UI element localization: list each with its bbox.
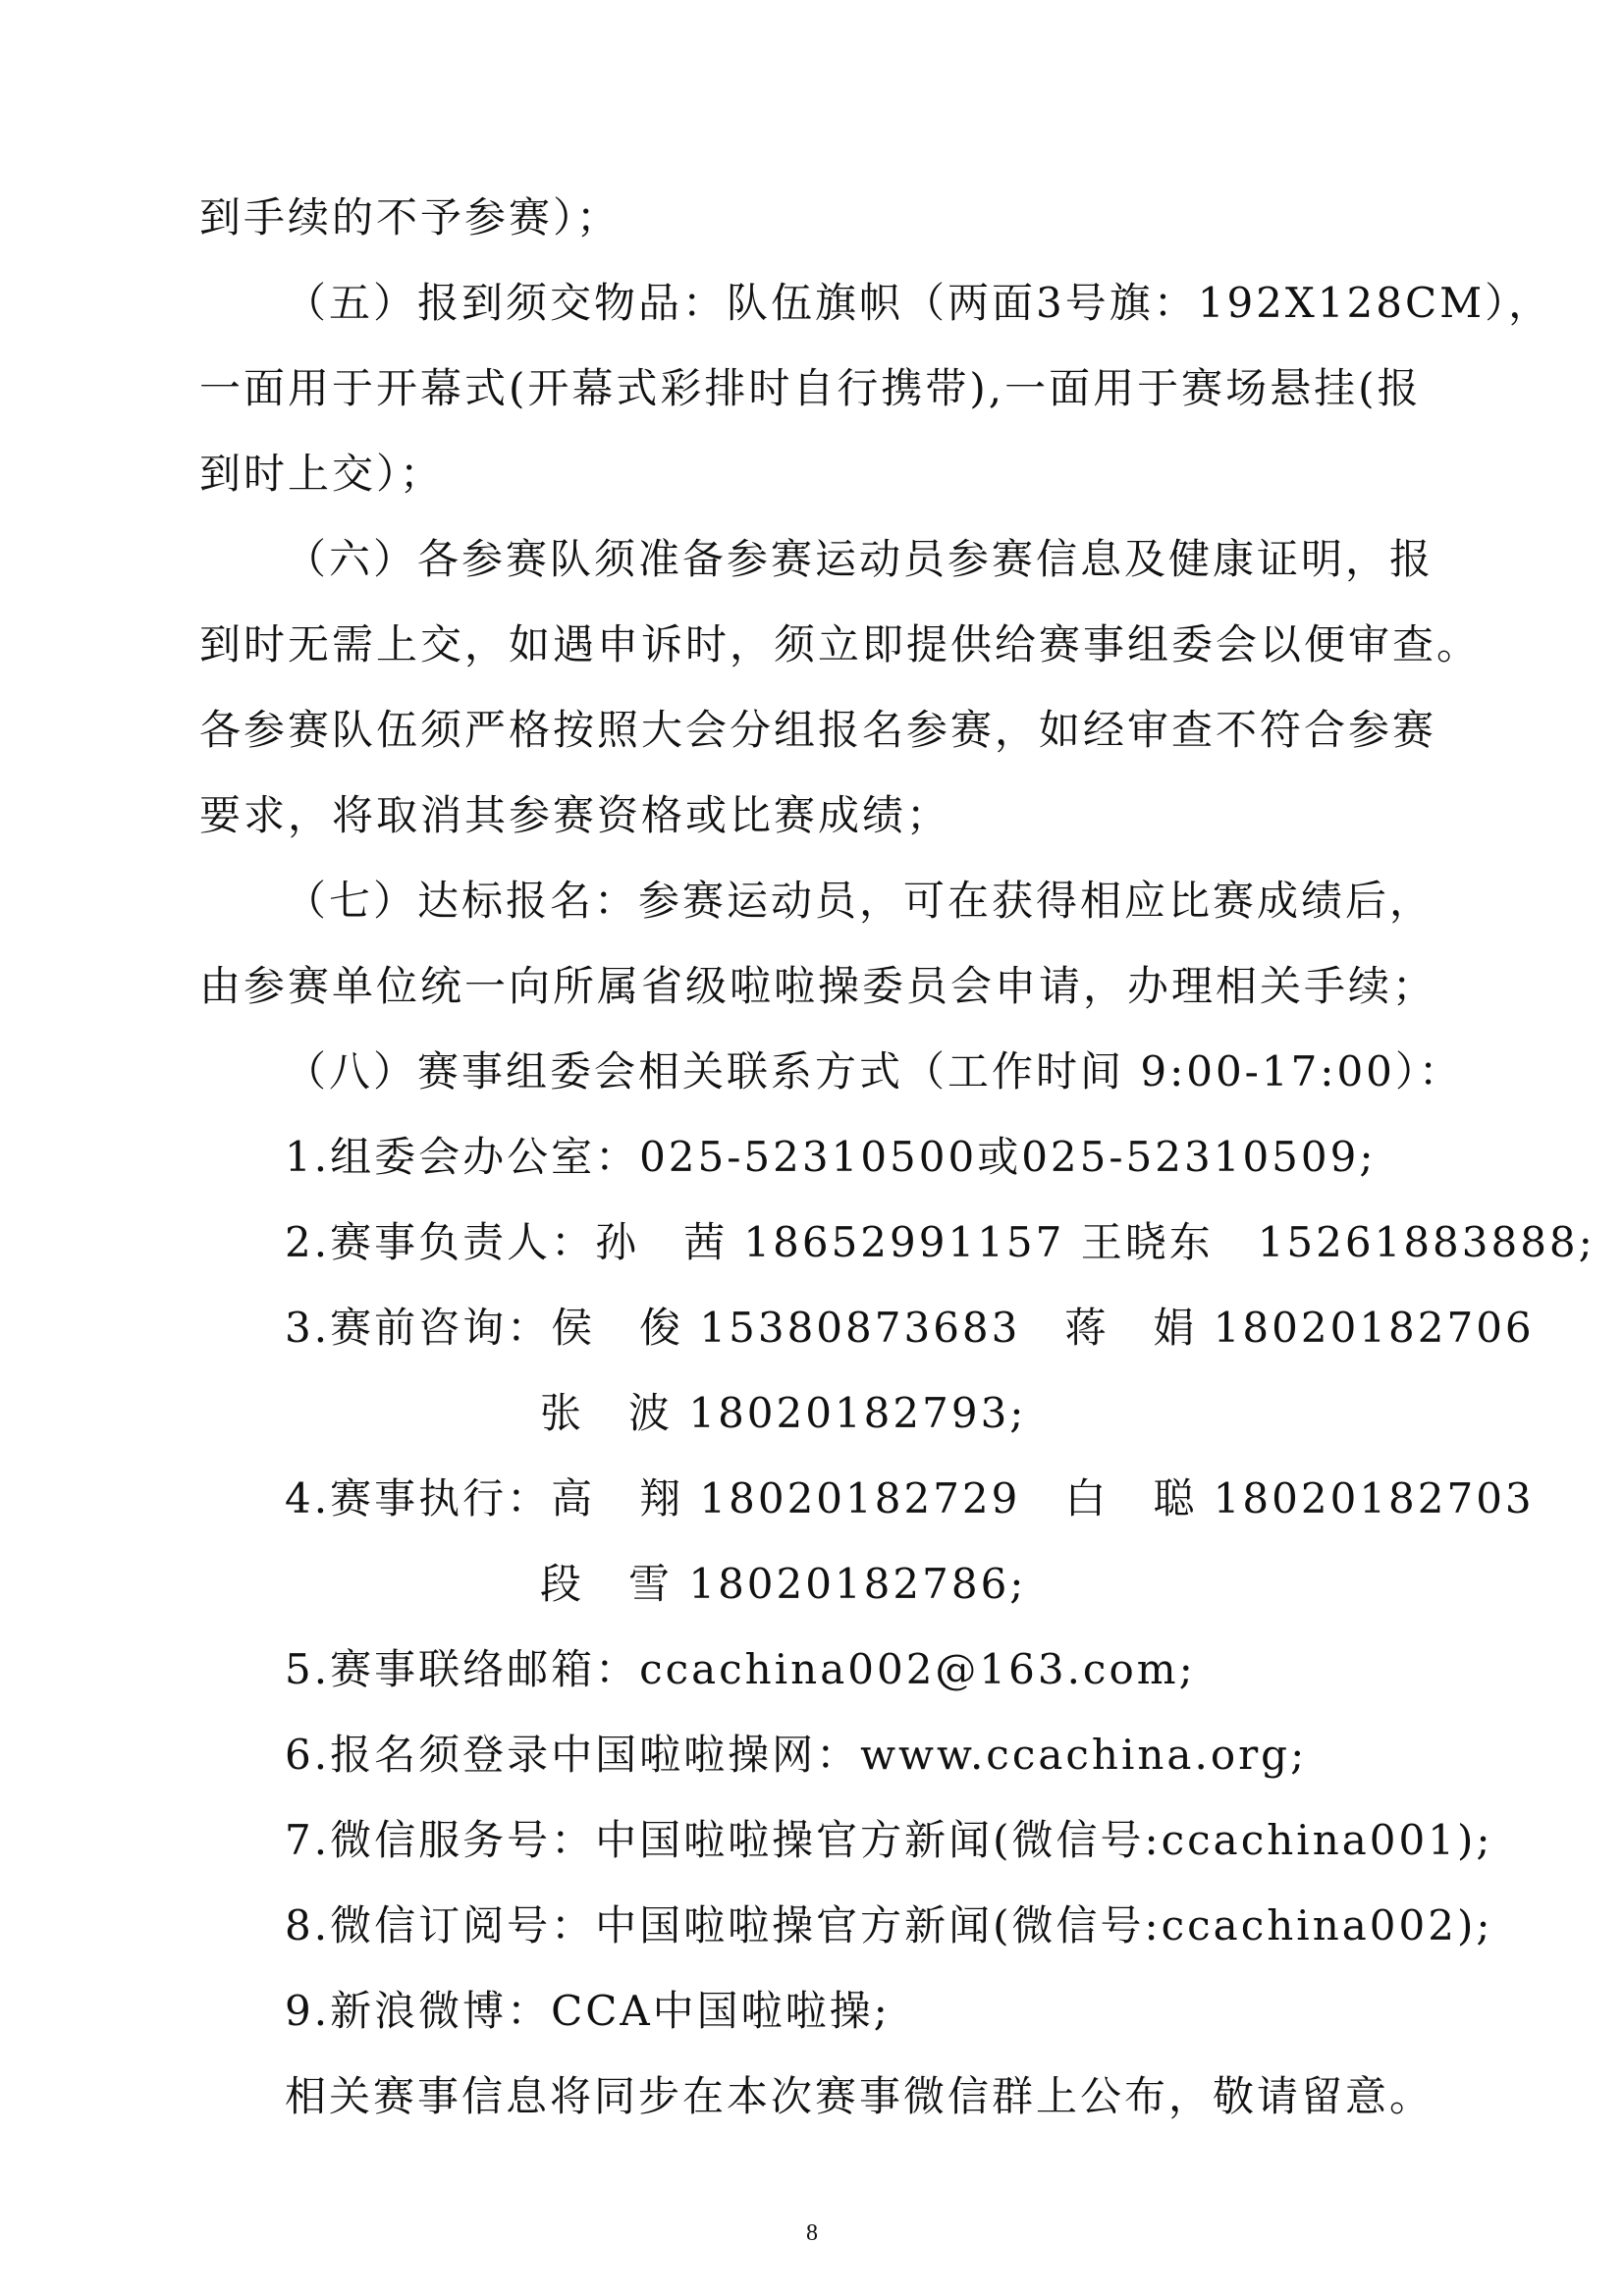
contact-consult-line-2: 张 波 18020182793;	[540, 1389, 1027, 1437]
contact-leaders: 2.赛事负责人：孙 茜 18652991157 王晓东 15261883888;	[285, 1218, 1596, 1266]
paragraph-5-line-2: 一面用于开幕式(开幕式彩排时自行携带),一面用于赛场悬挂(报	[199, 364, 1422, 412]
paragraph-6-line-2: 到时无需上交，如遇申诉时，须立即提供给赛事组委会以便审查。	[199, 620, 1482, 668]
paragraph-7-line-1: （七）达标报名：参赛运动员，可在获得相应比赛成绩后，	[285, 877, 1435, 925]
paragraph-4-tail: 到手续的不予参赛）；	[199, 193, 622, 241]
contact-office: 1.组委会办公室：025-52310500或025-52310509;	[285, 1133, 1377, 1181]
paragraph-6-line-3: 各参赛队伍须严格按照大会分组报名参赛，如经审查不符合参赛	[199, 706, 1437, 754]
contact-exec-line-2: 段 雪 18020182786;	[540, 1560, 1027, 1608]
paragraph-5-line-3: 到时上交）；	[199, 450, 445, 498]
contact-wechat-subscription: 8.微信订阅号：中国啦啦操官方新闻(微信号:ccachina002);	[285, 1901, 1493, 1949]
contact-exec-line-1: 4.赛事执行：高 翔 18020182729 白 聪 18020182703	[285, 1474, 1535, 1522]
contact-wechat-service: 7.微信服务号：中国啦啦操官方新闻(微信号:ccachina001);	[285, 1816, 1493, 1864]
closing-note: 相关赛事信息将同步在本次赛事微信群上公布，敬请留意。	[285, 2072, 1435, 2120]
contact-weibo: 9.新浪微博：CCA中国啦啦操;	[285, 1987, 891, 2035]
contact-website: 6.报名须登录中国啦啦操网：www.ccachina.org;	[285, 1731, 1308, 1779]
paragraph-8-heading: （八）赛事组委会相关联系方式（工作时间 9:00-17:00）：	[285, 1047, 1463, 1095]
page-number: 8	[806, 2220, 818, 2246]
paragraph-6-line-1: （六）各参赛队须准备参赛运动员参赛信息及健康证明，报	[285, 535, 1435, 583]
paragraph-6-line-4: 要求，将取消其参赛资格或比赛成绩；	[199, 791, 951, 839]
paragraph-7-line-2: 由参赛单位统一向所属省级啦啦操委员会申请，办理相关手续；	[199, 962, 1437, 1010]
contact-consult-line-1: 3.赛前咨询：侯 俊 15380873683 蒋 娟 18020182706	[285, 1304, 1535, 1352]
paragraph-5-line-1: （五）报到须交物品：队伍旗帜（两面3号旗：192X128CM），	[285, 279, 1553, 327]
contact-email: 5.赛事联络邮箱：ccachina002@163.com;	[285, 1645, 1196, 1693]
